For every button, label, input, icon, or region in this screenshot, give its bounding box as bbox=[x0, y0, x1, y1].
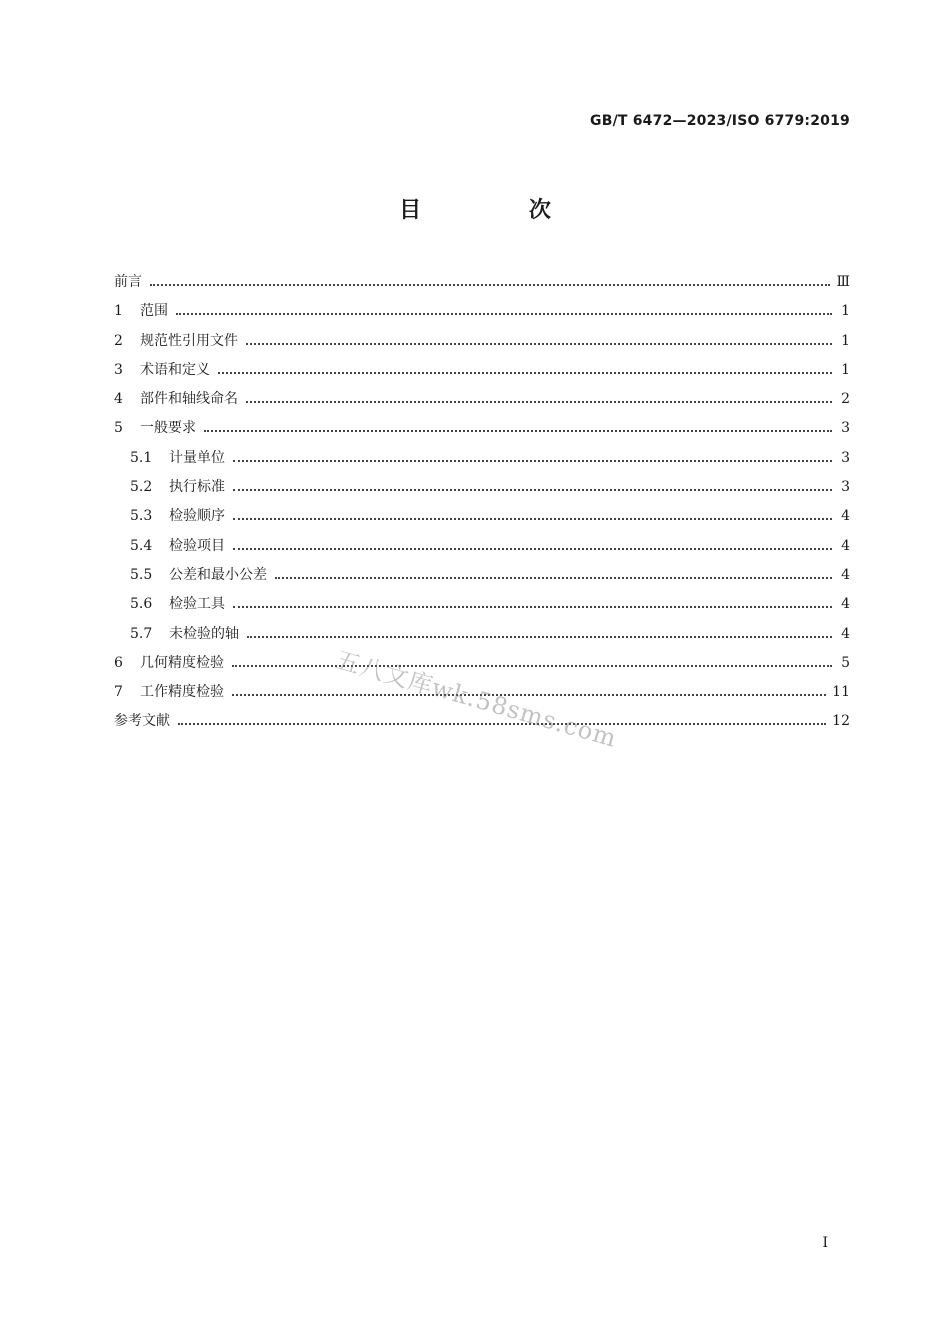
toc-entry-foreword[interactable] bbox=[114, 271, 850, 300]
toc-entry-label: 前言 bbox=[114, 274, 142, 290]
toc-entry-page: 12 bbox=[832, 713, 850, 730]
toc-entry-page: 2 bbox=[841, 391, 850, 408]
watermark: 五八文库wk.58sms.com bbox=[332, 645, 620, 753]
dot-leader bbox=[233, 460, 832, 462]
toc-entry-number: 6 bbox=[114, 654, 123, 671]
dot-leader bbox=[176, 313, 832, 315]
toc-entry-5-7[interactable] bbox=[114, 623, 850, 652]
toc-entry-number: 5.1 bbox=[130, 449, 153, 466]
toc-entry-label: 范围 bbox=[140, 303, 168, 320]
standard-code: GB/T 6472—2023/ISO 6779:2019 bbox=[590, 113, 850, 129]
toc-entry-5-3[interactable] bbox=[114, 505, 850, 534]
toc-entry-5-4[interactable] bbox=[114, 535, 850, 564]
toc-entry-label: 公差和最小公差 bbox=[169, 566, 267, 583]
toc-entry-number: 3 bbox=[114, 361, 123, 378]
toc-entry-label: 几何精度检验 bbox=[140, 654, 224, 671]
toc-entry-3[interactable] bbox=[114, 359, 850, 388]
toc-entry-page: 5 bbox=[841, 654, 850, 671]
toc-entry-page: 11 bbox=[832, 684, 850, 701]
dot-leader bbox=[275, 577, 832, 579]
dot-leader bbox=[232, 665, 832, 667]
toc-entry-4[interactable] bbox=[114, 388, 850, 417]
toc-entry-5-2[interactable] bbox=[114, 476, 850, 505]
dot-leader bbox=[246, 401, 832, 403]
toc-entry-number: 1 bbox=[114, 303, 123, 320]
toc-entry-2[interactable] bbox=[114, 330, 850, 359]
toc-entry-page: 3 bbox=[841, 449, 850, 466]
toc-entry-number: 5.6 bbox=[130, 596, 153, 613]
toc-entry-page: 1 bbox=[841, 332, 850, 349]
toc-entry-page: 1 bbox=[841, 303, 850, 320]
toc-entry-label: 一般要求 bbox=[140, 420, 196, 437]
toc-entry-label: 规范性引用文件 bbox=[140, 332, 238, 349]
toc-entry-label: 未检验的轴 bbox=[169, 625, 239, 642]
toc-entry-label: 执行标准 bbox=[169, 479, 225, 496]
toc-entry-label: 部件和轴线命名 bbox=[140, 391, 238, 408]
toc-entry-number: 7 bbox=[114, 684, 123, 701]
toc-entry-label: 检验项目 bbox=[169, 537, 225, 554]
toc-entry-5-5[interactable] bbox=[114, 564, 850, 593]
toc-entry-number: 5.2 bbox=[130, 479, 153, 496]
toc-entry-page: 3 bbox=[841, 479, 850, 496]
toc-entry-label: 检验工具 bbox=[169, 596, 225, 613]
dot-leader bbox=[178, 723, 826, 725]
toc-entry-number: 5 bbox=[114, 420, 123, 437]
toc-entry-page: 4 bbox=[841, 596, 850, 613]
toc-entry-5-6[interactable] bbox=[114, 593, 850, 622]
dot-leader bbox=[233, 606, 832, 608]
toc-entry-number: 5.4 bbox=[130, 537, 153, 554]
toc-entry-5-1[interactable] bbox=[114, 447, 850, 476]
toc-entry-6[interactable] bbox=[114, 652, 850, 681]
toc-entry-label: 工作精度检验 bbox=[140, 684, 224, 701]
toc-entry-label: 计量单位 bbox=[169, 449, 225, 466]
page-number: I bbox=[822, 1235, 828, 1251]
toc-entry-1[interactable] bbox=[114, 300, 850, 329]
dot-leader bbox=[204, 430, 832, 432]
toc-entry-page: 4 bbox=[841, 537, 850, 554]
dot-leader bbox=[218, 372, 832, 374]
toc-entry-page: 3 bbox=[841, 420, 850, 437]
toc-entry-number: 5.7 bbox=[130, 625, 153, 642]
toc-entry-number: 4 bbox=[114, 391, 123, 408]
toc-title: 目 次 bbox=[399, 198, 601, 223]
toc-entry-number: 2 bbox=[114, 332, 123, 349]
dot-leader bbox=[233, 518, 832, 520]
toc-entry-page: 4 bbox=[841, 508, 850, 525]
toc-entry-5[interactable] bbox=[114, 417, 850, 446]
toc-entry-number: 5.5 bbox=[130, 566, 153, 583]
dot-leader bbox=[150, 284, 830, 286]
toc-entry-number: 5.3 bbox=[130, 508, 153, 525]
toc-entry-page: 4 bbox=[841, 625, 850, 642]
toc-entry-page: 4 bbox=[841, 566, 850, 583]
toc-entry-label: 术语和定义 bbox=[140, 361, 210, 378]
toc-entry-page: 1 bbox=[841, 361, 850, 378]
toc-entry-label: 检验顺序 bbox=[169, 508, 225, 525]
table-of-contents bbox=[114, 271, 850, 740]
dot-leader bbox=[246, 343, 832, 345]
dot-leader bbox=[233, 489, 832, 491]
dot-leader bbox=[247, 636, 832, 638]
dot-leader bbox=[233, 548, 832, 550]
toc-entry-page: Ⅲ bbox=[836, 274, 850, 290]
toc-entry-label: 参考文献 bbox=[114, 713, 170, 730]
